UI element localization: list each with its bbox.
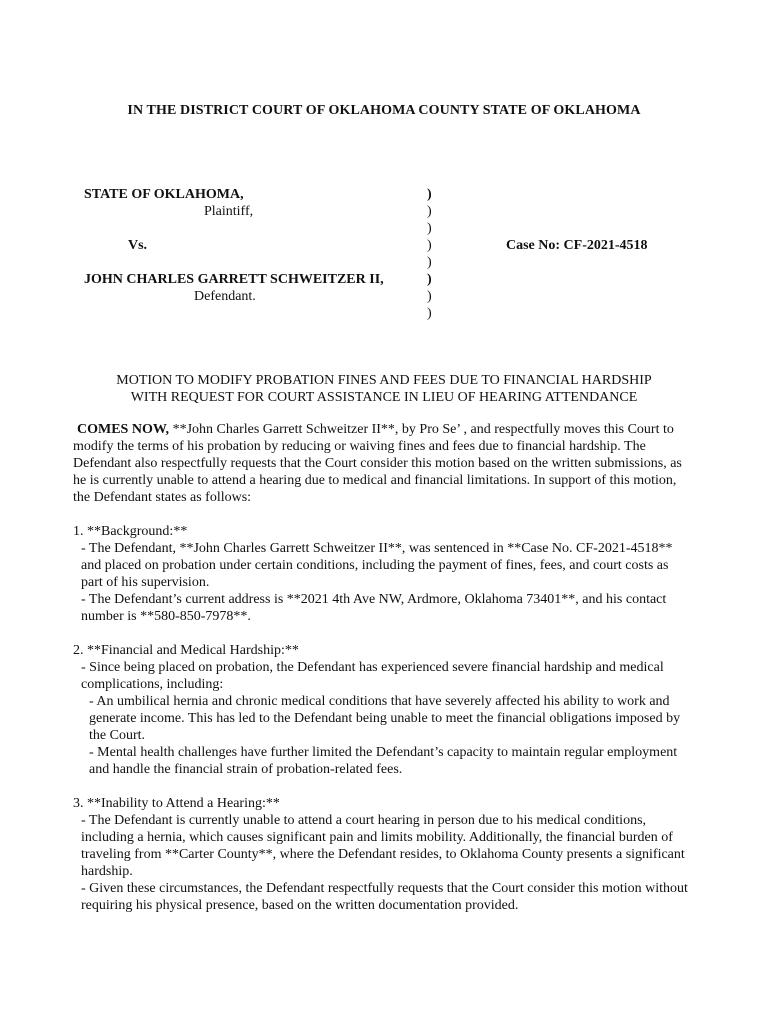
court-title: IN THE DISTRICT COURT OF OKLAHOMA COUNTY STATE OF OKLAHOMA [127, 103, 641, 118]
caption-paren: ) [427, 289, 432, 304]
section-paragraph: - Given these circumstances, the Defendant respectfully requests that the Court consider this motion without requiring his physical presence, based on the written documentation provided. [81, 881, 688, 913]
case-number: Case No: CF-2021-4518 [506, 238, 648, 253]
caption-paren: ) [427, 187, 432, 202]
motion-title [0, 372, 768, 406]
defendant-name: JOHN CHARLES GARRETT SCHWEITZER II, [84, 272, 384, 287]
intro-paragraph [73, 421, 693, 506]
defendant-role: Defendant. [194, 289, 256, 304]
section-paragraph: - An umbilical hernia and chronic medical conditions that have severely affected his ability to work and generate income. This has led to the Defendant being unable to meet the financial obligations imposed by the Court. [89, 694, 681, 743]
section-paragraph: - Mental health challenges have further limited the Defendant’s capacity to maintain regular employment and handle the financial strain of probation-related fees. [89, 745, 678, 777]
section-paragraph: - The Defendant is currently unable to attend a court hearing in person due to his medical conditions, including a hernia, which causes significant pain and limits mobility. Additionally, the financial burden of traveling from **Carter County**, where the Defendant resides, to Oklahoma County presents a significant hardship. [81, 813, 685, 879]
section-paragraph: - The Defendant, **John Charles Garrett Schweitzer II**, was sentenced in **Case No. CF-2021-4518** and placed on probation under certain conditions, including the payment of fines, fees, and court costs as part of his supervision. [81, 541, 673, 590]
motion-title-line: WITH REQUEST FOR COURT ASSISTANCE IN LIEU OF HEARING ATTENDANCE [130, 390, 638, 405]
section-paragraph: - Since being placed on probation, the Defendant has experienced severe financial hardship and medical complications, including: [81, 660, 664, 692]
section-heading: 2. **Financial and Medical Hardship:** [73, 643, 299, 658]
plaintiff-name: STATE OF OKLAHOMA, [84, 187, 244, 202]
intro-text: **John Charles Garrett Schweitzer II**, by Pro Se’ , and respectfully moves this Court to modify the terms of his probation by reducing or waiving fines and fees due to financial hardship. The Defendant also respectfully requests that the Court consider this motion based on the written submissions, as he is currently unable to attend a hearing due to medical and financial limitations. In support of this motion, the Defendant states as follows: [73, 422, 682, 505]
intro-lead: COMES NOW, [77, 422, 170, 437]
caption-paren: ) [427, 306, 432, 321]
caption-paren: ) [427, 255, 432, 270]
motion-title-line: MOTION TO MODIFY PROBATION FINES AND FEES DUE TO FINANCIAL HARDSHIP [116, 373, 652, 388]
versus-label: Vs. [128, 238, 148, 253]
section-heading: 1. **Background:** [73, 524, 188, 539]
section-paragraph: - The Defendant’s current address is **2021 4th Ave NW, Ardmore, Oklahoma 73401**, and his contact number is **580-850-7978**. [81, 592, 667, 624]
caption-paren: ) [427, 204, 432, 219]
caption-paren: ) [427, 272, 432, 287]
motion-body [73, 421, 693, 914]
section-heading: 3. **Inability to Attend a Hearing:** [73, 796, 280, 811]
plaintiff-role: Plaintiff, [204, 204, 254, 219]
case-caption [84, 186, 684, 326]
caption-paren: ) [427, 238, 432, 253]
caption-paren: ) [427, 221, 432, 236]
